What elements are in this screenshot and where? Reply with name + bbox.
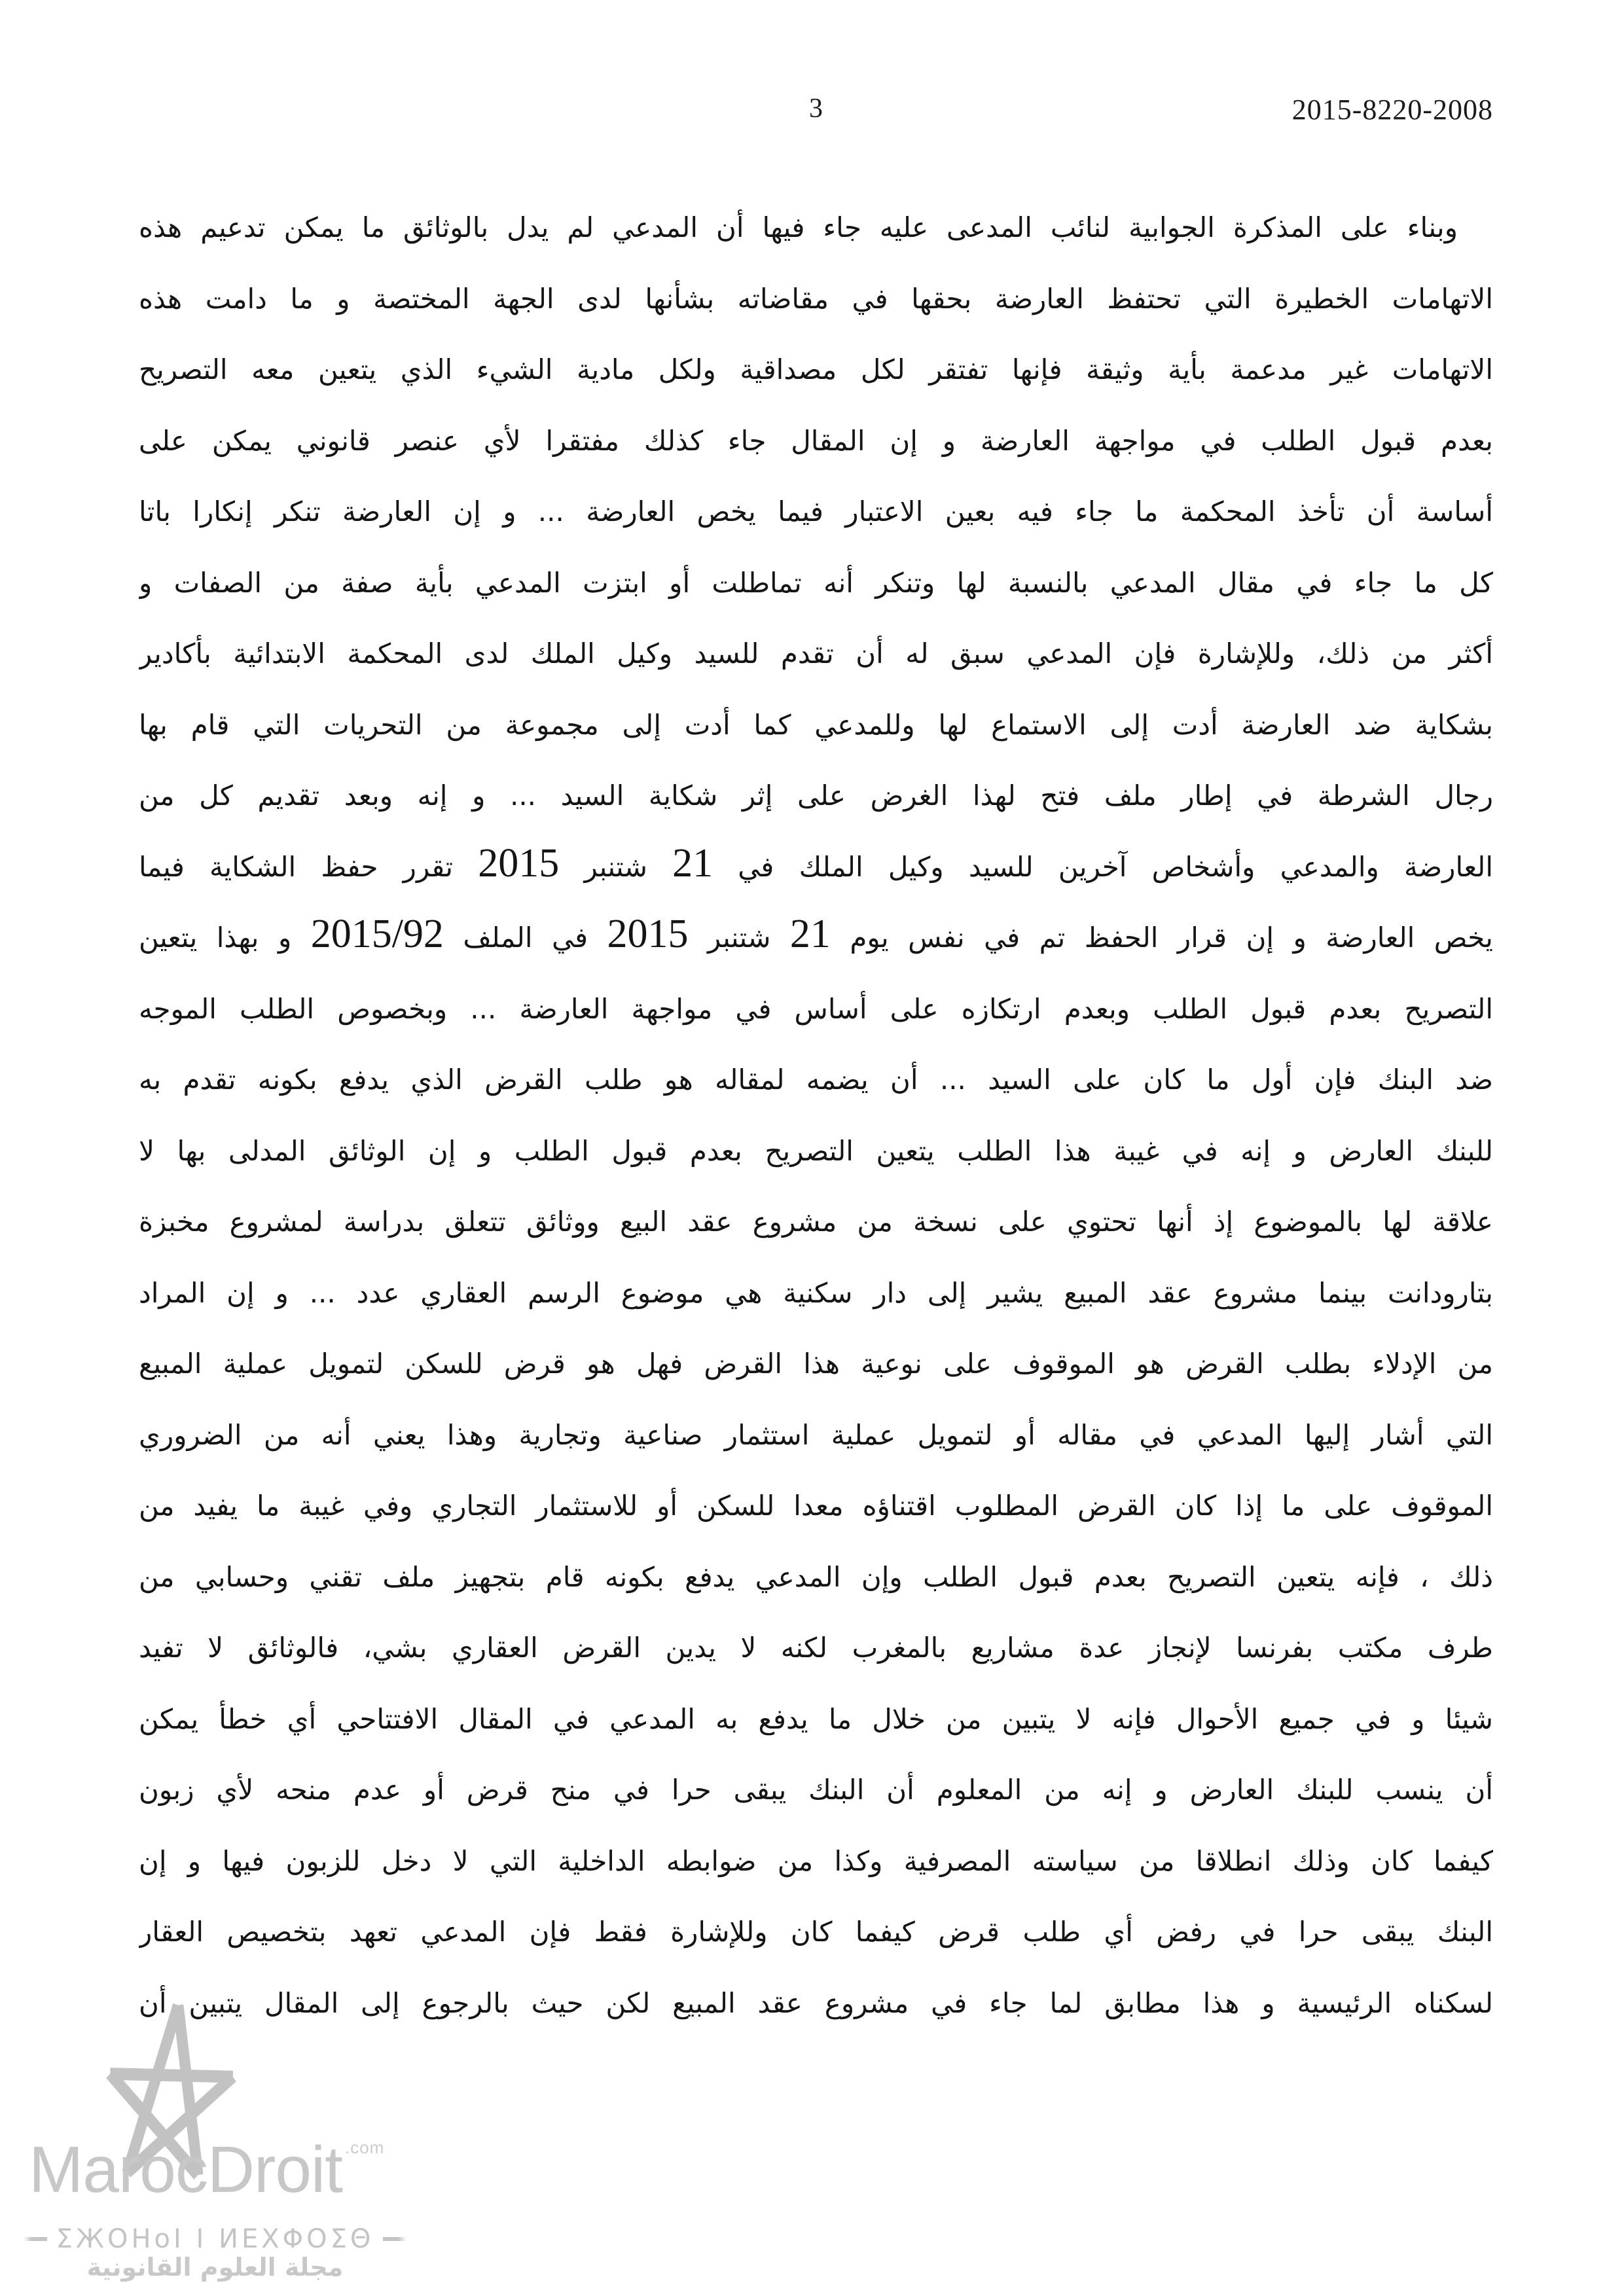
text-line: بتارودانت بينما مشروع عقد المبيع يشير إلى دار سكنية هي موضوع الرسم العقاري عدد ... و إن المراد xyxy=(139,1276,1493,1309)
divider-rule-right xyxy=(383,2237,406,2241)
text-line: رجال الشرطة في إطار ملف فتح لهذا الغرض على إثر شكاية السيد ... و إنه وبعد تقديم كل من xyxy=(139,780,1493,812)
text-line: أن ينسب للبنك العارض و إنه من المعلوم أن البنك يبقى حرا في منح قرض أو عدم منحه لأي زبون xyxy=(139,1774,1493,1806)
text-line: لسكناه الرئيسية و هذا مطابق لما جاء في مشروع عقد المبيع لكن حيث بالرجوع إلى المقال يتبين أن xyxy=(139,1986,1493,2019)
text-line: الاتهامات الخطيرة التي تحتفظ العارضة بحقها في مقاضاته بشأنها لدى الجهة المختصة و ما دامت هذه xyxy=(139,282,1493,315)
journal-name: مجلة العلوم القانونية xyxy=(86,2253,344,2282)
text-line: علاقة لها بالموضوع إذ أنها تحتوي على نسخة من مشروع عقد البيع ووثائق تتعلق بدراسة لمشروع مخبزة xyxy=(139,1206,1493,1238)
text-line: كيفما كان وذلك انطلاقا من سياسته المصرفية وكذا من ضوابطه الداخلية التي لا دخل للزبون فيها و إن xyxy=(139,1844,1493,1877)
document-body xyxy=(139,192,1493,2039)
case-reference-number: 2015-8220-2008 xyxy=(1291,94,1493,126)
divider-rule-left xyxy=(24,2237,47,2241)
text-line: للبنك العارض و إنه في غيبة هذا الطلب يتعين التصريح بعدم قبول الطلب و إن الوثائق المدلى بها لا xyxy=(139,1134,1493,1167)
page-header xyxy=(139,93,1493,135)
marocdroit-logo-suffix: .com xyxy=(344,2138,385,2157)
text-line: شيئا و في جميع الأحوال فإنه لا يتبين من خلال ما يدفع به المدعي في المقال الافتتاحي أي خطأ يمكن xyxy=(139,1702,1493,1735)
text-line: الاتهامات غير مدعمة بأية وثيقة فإنها تفتقر لكل مصداقية ولكل مادية الشيء الذي يتعين معه التصريح xyxy=(139,353,1493,386)
marocdroit-logo xyxy=(29,2132,405,2217)
text-line: الموقوف على ما إذا كان القرض المطلوب اقتناؤه معدا للسكن أو للاستثمار التجاري وفي غيبة ما يفيد من xyxy=(139,1490,1493,1522)
marocdroit-logo-text: MarocDroit xyxy=(29,2133,342,2206)
text-line: وبناء على المذكرة الجوابية لنائب المدعى عليه جاء فيها أن المدعي لم يدل بالوثائق ما يمكن تدعيم هذه xyxy=(139,211,1458,243)
text-line: العارضة والمدعي وأشخاص آخرين للسيد وكيل الملك في 21 شتنبر 2015 تقرر حفظ الشكاية فيما xyxy=(139,840,1493,886)
text-line: أساسة أن تأخذ المحكمة ما جاء فيه بعين الاعتبار فيما يخص العارضة ... و إن العارضة تنكر إنكارا باتا xyxy=(139,495,1493,528)
tifinagh-divider xyxy=(24,2224,406,2254)
text-line: التصريح بعدم قبول الطلب وبعدم ارتكازه على أساس في مواجهة العارضة ... وبخصوص الطلب الموجه xyxy=(139,992,1493,1025)
text-line: أكثر من ذلك، وللإشارة فإن المدعي سبق له أن تقدم للسيد وكيل الملك لدى المحكمة الابتدائية بأكادير xyxy=(139,637,1493,670)
text-line: ضد البنك فإن أول ما كان على السيد ... أن يضمه لمقاله هو طلب القرض الذي يدفع بكونه تقدم به xyxy=(139,1064,1493,1096)
text-line: التي أشار إليها المدعي في مقاله أو لتمويل عملية استثمار صناعية وتجارية وهذا يعني أنه من الضروري xyxy=(139,1418,1493,1451)
text-line: بعدم قبول الطلب في مواجهة العارضة و إن المقال جاء كذلك مفتقرا لأي عنصر قانوني يمكن على xyxy=(139,424,1493,457)
text-line: طرف مكتب بفرنسا لإنجاز عدة مشاريع بالمغرب لكنه لا يدين القرض العقاري بشي، فالوثائق لا تفيد xyxy=(139,1632,1493,1664)
text-line: كل ما جاء في مقال المدعي بالنسبة لها وتنكر أنه تماطلت أو ابتزت المدعي بأية صفة من الصفات و xyxy=(139,566,1493,599)
text-line: بشكاية ضد العارضة أدت إلى الاستماع لها وللمدعي كما أدت إلى مجموعة من التحريات التي قام بها xyxy=(139,708,1493,741)
text-line: البنك يبقى حرا في رفض أي طلب قرض كيفما كان وللإشارة فقط فإن المدعي تعهد بتخصيص العقار xyxy=(139,1916,1493,1948)
text-line: يخص العارضة و إن قرار الحفظ تم في نفس يوم 21 شتنبر 2015 في الملف 2015/92 و بهذا يتعين xyxy=(139,912,1493,956)
page-number: 3 xyxy=(809,94,823,124)
text-line: من الإدلاء بطلب القرض هو الموقوف على نوعية هذا القرض فهل هو قرض للسكن لتمويل عملية المبيع xyxy=(139,1348,1493,1380)
tifinagh-logo-text: ΣЖΟΗοΙ Ι ИΕΧΦΟΣΘ xyxy=(56,2224,374,2254)
text-line: ذلك ، فإنه يتعين التصريح بعدم قبول الطلب وإن المدعي يدفع بكونه قام بتجهيز ملف تقني وحسابي من xyxy=(139,1560,1493,1593)
